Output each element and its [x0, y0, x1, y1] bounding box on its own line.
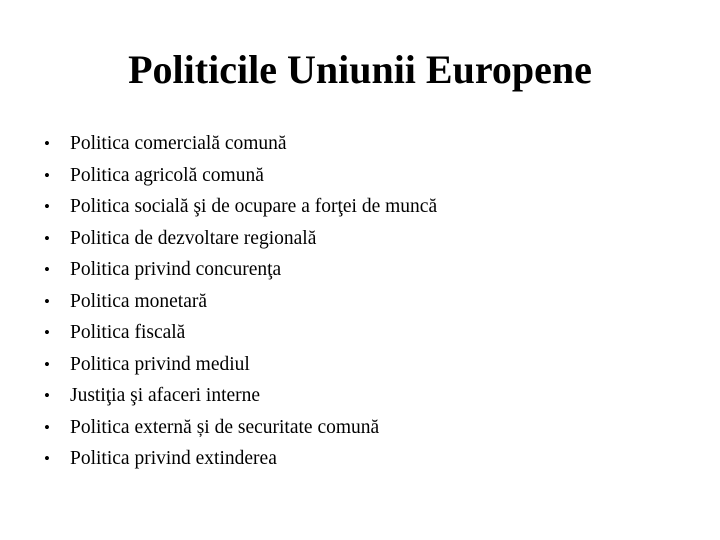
list-item [44, 317, 437, 349]
list-item-text: Politica externă și de securitate comună [70, 416, 380, 438]
bullet-icon: • [44, 417, 50, 437]
bullet-icon: • [44, 386, 50, 405]
list-item [44, 443, 437, 475]
list-item-text: Politica socială şi de ocupare a forţei de muncă [70, 196, 438, 217]
list-item [44, 160, 437, 192]
bullet-icon: • [44, 228, 50, 248]
list-item-text: Politica comercială comună [70, 133, 287, 154]
list-item [44, 412, 437, 444]
bullet-icon: • [44, 165, 50, 185]
bullet-icon: • [44, 449, 50, 468]
list-item [44, 254, 437, 286]
bullet-list [44, 128, 437, 475]
bullet-icon: • [44, 291, 50, 311]
list-item [44, 223, 437, 255]
bullet-icon: • [44, 323, 50, 342]
list-item-text: Politica de dezvoltare regională [70, 227, 317, 249]
bullet-icon: • [44, 354, 50, 374]
list-item-text: Justiţia şi afaceri interne [70, 385, 261, 406]
slide-title: Politicile Uniunii Europene [128, 47, 592, 92]
list-item-text: Politica privind concurenţa [70, 259, 282, 280]
list-item [44, 286, 437, 318]
list-item [44, 191, 437, 223]
bullet-icon: • [44, 260, 50, 279]
list-item-text: Politica privind mediul [70, 353, 250, 375]
list-item [44, 380, 437, 412]
bullet-icon: • [44, 197, 50, 216]
list-item-text: Politica monetară [70, 290, 207, 312]
list-item [44, 349, 437, 381]
list-item-text: Politica fiscală [70, 322, 186, 343]
list-item [44, 128, 437, 160]
bullet-icon: • [44, 134, 50, 153]
list-item-text: Politica agricolă comună [70, 164, 264, 186]
list-item-text: Politica privind extinderea [70, 448, 277, 469]
